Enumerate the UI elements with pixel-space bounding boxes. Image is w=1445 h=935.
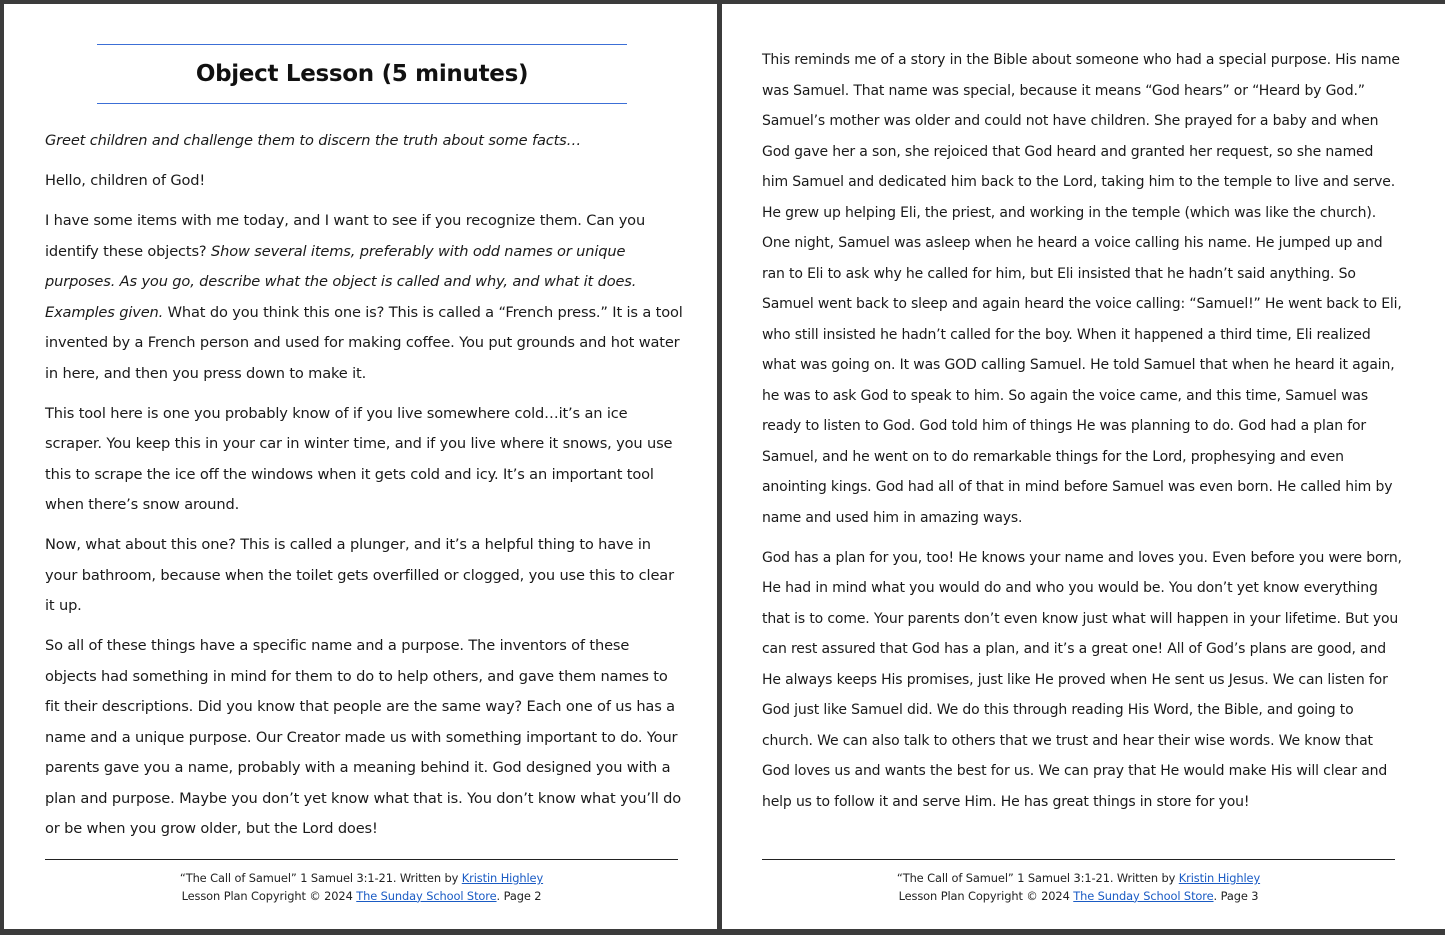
body-text-span: Hello, children of God! (45, 172, 206, 189)
paragraph (45, 166, 685, 197)
stage-direction-text: Show several items, preferably with odd names or unique purposes. As you go, describe what the object is called and why, and what it does. Examples given. (45, 242, 637, 321)
paragraph (45, 206, 685, 389)
document-page-3 (722, 4, 1445, 929)
paragraph (45, 126, 685, 157)
paragraph (45, 631, 685, 845)
author-link[interactable]: Kristin Highley (1178, 871, 1261, 885)
page-number: . Page 2 (496, 888, 542, 903)
store-link[interactable]: The Sunday School Store (356, 888, 497, 903)
body-text-span: This tool here is one you probably know of if you live somewhere cold…it’s an ice scraper. You keep this in your car in winter time, and if you live where it snows, you use this to scrape the ice off the windows when it gets cold and icy. It’s an important tool when there’s snow around. (45, 404, 673, 513)
paragraph (45, 530, 685, 622)
section-title-block (97, 44, 627, 104)
title-bottom-rule (97, 103, 627, 104)
body-text-span: This reminds me of a story in the Bible about someone who had a special purpose. His name was Samuel. That name was special, because it means “God hears” or “Heard by God.” Samuel’s mother was older and could not have children. She prayed for a baby and when God gave her a son, she rejoiced that God heard and granted her request, so she named him Samuel and dedicated him back to the Lord, taking him to the temple to live and serve. He grew up helping Eli, the priest, and working in the temple (which was like the church). One night, Samuel was asleep when he heard a voice calling his name. He jumped up and ran to Eli to ask why he called for him, but Eli insisted that he hadn’t said anything. So Samuel went back to sleep and again heard the voice calling: “Samuel!” He went back to Eli, who still insisted he hadn’t called for the boy. When it happened a third time, Eli realized what was going on. It was GOD calling Samuel. He told Samuel that when he heard it again, he was to ask God to speak to him. So again the voice came, and this time, Samuel was ready to listen to God. God told him of things He was planning to do. God had a plan for Samuel, and he went on to do remarkable things for the Lord, prophesying and even anointing kings. God had all of that in mind before Samuel was even born. He called him by name and used him in amazing ways. (762, 52, 1402, 526)
page-footer (762, 859, 1395, 905)
page-number: . Page 3 (1213, 888, 1259, 903)
footer-copyright: Lesson Plan Copyright © 2024 (181, 888, 357, 903)
footer-text (45, 860, 678, 905)
right-body-text (762, 45, 1402, 827)
body-text-span: So all of these things have a specific name and a purpose. The inventors of these objects had something in mind for them to do to help others, and gave them names to fit their descriptions. Did you know that people are the same way? Each one of us has a name and a unique purpose. Our Creator made us with something important to do. Your parents gave you a name, probably with a meaning behind it. God designed you with a plan and purpose. Maybe you don’t yet know what that is. You don’t know what you’ll do or be when you grow older, but the Lord does! (45, 637, 682, 837)
paragraph (45, 399, 685, 521)
body-text-span: What do you think this one is? This is called a “French press.” It is a tool invented by a French person and used for making coffee. You put grounds and hot water in here, and then you press down to make it. (45, 303, 683, 382)
body-text-span: God has a plan for you, too! He knows your name and loves you. Even before you were born, He had in mind what you would do and who you would be. You don’t yet know everything that is to come. Your parents don’t even know just what will happen in your lifetime. But you can rest assured that God has a plan, and it’s a great one! All of God’s plans are good, and He always keeps His promises, just like He proved when He sent us Jesus. We can listen for God just like Samuel did. We do this through reading His Word, the Bible, and going to church. We can also talk to others that we trust and hear their wise words. We know that God loves us and wants the best for us. We can pray that He would make His will clear and help us to follow it and serve Him. He has great things in store for you! (762, 549, 1402, 810)
section-title: Object Lesson (5 minutes) (195, 61, 529, 87)
body-text-span: Now, what about this one? This is called a plunger, and it’s a helpful thing to have in your bathroom, because when the toilet gets overfilled or clogged, you use this to clear it up. (45, 536, 674, 614)
stage-direction-text: Greet children and challenge them to discern the truth about some facts… (45, 132, 582, 149)
paragraph (762, 543, 1402, 818)
footer-text (762, 860, 1395, 905)
left-body-text (45, 126, 685, 854)
document-page-2 (4, 4, 717, 929)
paragraph (762, 45, 1402, 533)
footer-copyright: Lesson Plan Copyright © 2024 (898, 888, 1074, 903)
page-footer (45, 859, 678, 905)
author-link[interactable]: Kristin Highley (461, 871, 544, 885)
body-text-span: I have some items with me today, and I want to see if you recognize them. Can you identify these objects? (45, 212, 646, 260)
store-link[interactable]: The Sunday School Store (1073, 888, 1214, 903)
footer-credit: “The Call of Samuel” 1 Samuel 3:1-21. Written by (896, 871, 1179, 885)
footer-credit: “The Call of Samuel” 1 Samuel 3:1-21. Written by (179, 871, 462, 885)
